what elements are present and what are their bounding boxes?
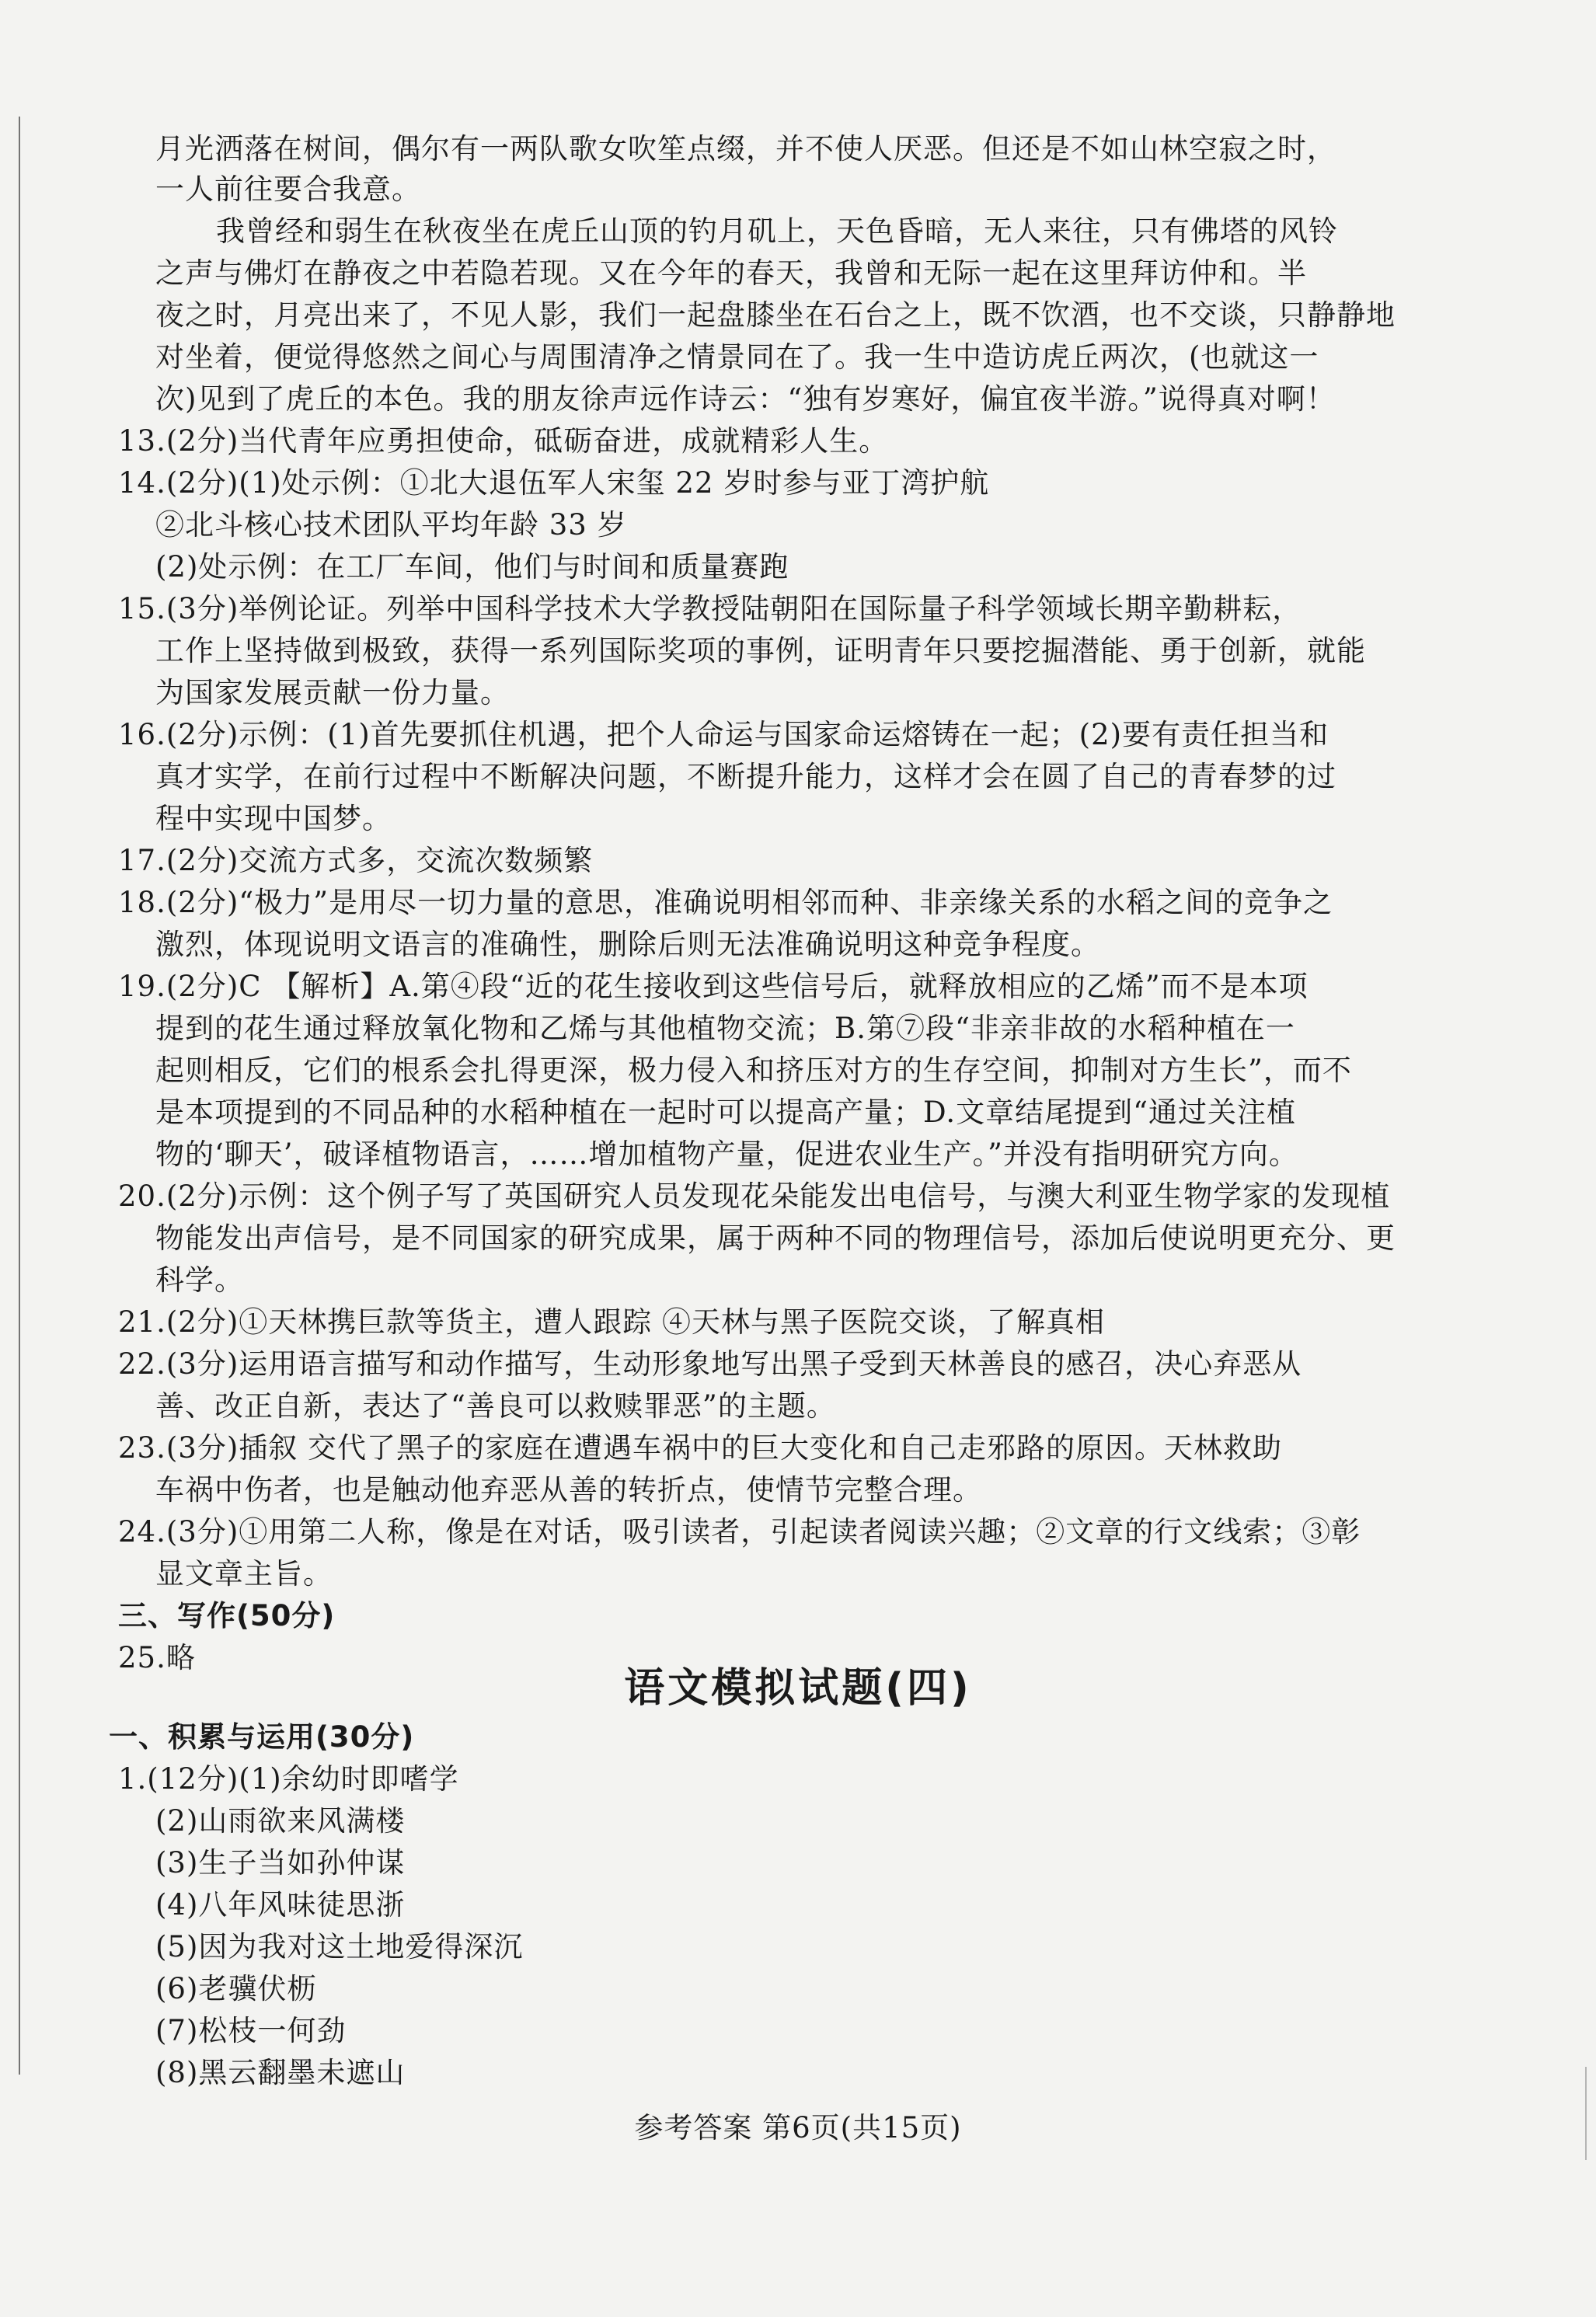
text-line: 车祸中伤者，也是触动他弃恶从善的转折点，使情节完整合理。	[155, 1473, 982, 1507]
text-line: 是本项提到的不同品种的水稻种植在一起时可以提高产量；D.文章结尾提到“通过关注植	[155, 1096, 1297, 1129]
answer-22: 22.(3分)运用语言描写和动作描写，生动形象地写出黑子受到天林善良的感召，决心弃恶从	[118, 1347, 1302, 1381]
text-line: 夜之时，月亮出来了，不见人影，我们一起盘膝坐在石台之上，既不饮酒，也不交谈，只静静地	[155, 298, 1396, 332]
text-line: 月光洒落在树间，偶尔有一两队歌女吹笙点缀，并不使人厌恶。但还是不如山林空寂之时，	[155, 132, 1336, 166]
answer-15: 15.(3分)举例论证。列举中国科学技术大学教授陆朝阳在国际量子科学领域长期辛勤耕耘，	[118, 592, 1302, 625]
answer-1: 1.(12分)(1)余幼时即嗜学	[118, 1762, 459, 1796]
text-line: 之声与佛灯在静夜之中若隐若现。又在今年的春天，我曾和无际一起在这里拜访仲和。半	[155, 256, 1307, 290]
text-line: 对坐着，便觉得悠然之间心与周围清净之情景同在了。我一生中造访虎丘两次，(也就这一	[155, 340, 1319, 374]
answer-14: 14.(2分)(1)处示例：①北大退伍军人宋玺 22 岁时参与亚丁湾护航	[118, 466, 990, 500]
section-writing-heading: 三、写作(50分)	[118, 1599, 336, 1632]
answer-23: 23.(3分)插叙 交代了黑子的家庭在遭遇车祸中的巨大变化和自己走邪路的原因。天林救助	[118, 1431, 1283, 1465]
text-line: 起则相反，它们的根系会扎得更深，极力侵入和挤压对方的生存空间，抑制对方生长”，而不	[155, 1054, 1352, 1087]
page-footer: 参考答案 第6页(共15页)	[634, 2111, 962, 2145]
answer-13: 13.(2分)当代青年应勇担使命，砥砺奋进，成就精彩人生。	[118, 424, 889, 458]
text-line: 工作上坚持做到极致，获得一系列国际奖项的事例，证明青年只要挖掘潜能、勇于创新，就能	[155, 634, 1366, 667]
answer-1-item: (2)山雨欲来风满楼	[155, 1804, 406, 1838]
text-line: 显文章主旨。	[155, 1557, 333, 1591]
answer-24: 24.(3分)①用第二人称，像是在对话，吸引读者，引起读者阅读兴趣；②文章的行文线索；③彰	[118, 1515, 1361, 1549]
text-line: 善、改正自新，表达了“善良可以救赎罪恶”的主题。	[155, 1389, 836, 1423]
left-margin-rule	[19, 117, 20, 2075]
answer-1-item: (5)因为我对这土地爱得深沉	[155, 1930, 524, 1963]
answer-16: 16.(2分)示例：(1)首先要抓住机遇，把个人命运与国家命运熔铸在一起；(2)要有责任担当和	[118, 718, 1329, 751]
answer-1-item: (3)生子当如孙仲谋	[155, 1846, 406, 1880]
text-line: 科学。	[155, 1263, 244, 1297]
text-line: 为国家发展贡献一份力量。	[155, 676, 510, 709]
text-line: 真才实学，在前行过程中不断解决问题，不断提升能力，这样才会在圆了自己的青春梦的过	[155, 760, 1336, 793]
text-line: 激烈，体现说明文语言的准确性，删除后则无法准确说明这种竞争程度。	[155, 928, 1100, 961]
answer-20: 20.(2分)示例：这个例子写了英国研究人员发现花朵能发出电信号，与澳大利亚生物学家的发现植	[118, 1179, 1391, 1213]
text-line: 物能发出声信号，是不同国家的研究成果，属于两种不同的物理信号，添加后使说明更充分、更	[155, 1221, 1396, 1255]
answer-1-item: (7)松枝一何劲	[155, 2014, 347, 2047]
answer-17: 17.(2分)交流方式多，交流次数频繁	[118, 844, 594, 877]
answer-1-item: (8)黑云翻墨未遮山	[155, 2056, 406, 2089]
text-line: 提到的花生通过释放氧化物和乙烯与其他植物交流；B.第⑦段“非亲非故的水稻种植在一	[155, 1012, 1295, 1045]
text-line: (2)处示例：在工厂车间，他们与时间和质量赛跑	[155, 550, 789, 584]
answer-1-item: (6)老骥伏枥	[155, 1972, 317, 2005]
text-line: 一人前往要合我意。	[155, 172, 421, 206]
text-line: ②北斗核心技术团队平均年龄 33 岁	[155, 508, 627, 542]
answer-1-item: (4)八年风味徒思浙	[155, 1888, 406, 1922]
answer-19: 19.(2分)C 【解析】A.第④段“近的花生接收到这些信号后，就释放相应的乙烯”而不是本项	[118, 970, 1309, 1003]
text-line: 次)见到了虎丘的本色。我的朋友徐声远作诗云：“独有岁寒好，偏宜夜半游。”说得真对啊！	[155, 382, 1336, 416]
text-line: 物的‘聊天’，破译植物语言，……增加植物产量，促进农业生产。”并没有指明研究方向。	[155, 1138, 1298, 1171]
answer-25: 25.略	[118, 1641, 196, 1674]
answer-18: 18.(2分)“极力”是用尽一切力量的意思，准确说明相邻而种、非亲缘关系的水稻之间的竞争之	[118, 886, 1333, 919]
text-line: 程中实现中国梦。	[155, 802, 392, 835]
text-line: 我曾经和弱生在秋夜坐在虎丘山顶的钓月矶上，天色昏暗，无人来往，只有佛塔的风铃	[216, 214, 1338, 248]
section-one-heading: 一、积累与运用(30分)	[109, 1720, 415, 1754]
answer-21: 21.(2分)①天林携巨款等货主，遭人跟踪 ④天林与黑子医院交谈，了解真相	[118, 1305, 1106, 1339]
page-title: 语文模拟试题(四)	[624, 1665, 972, 1712]
